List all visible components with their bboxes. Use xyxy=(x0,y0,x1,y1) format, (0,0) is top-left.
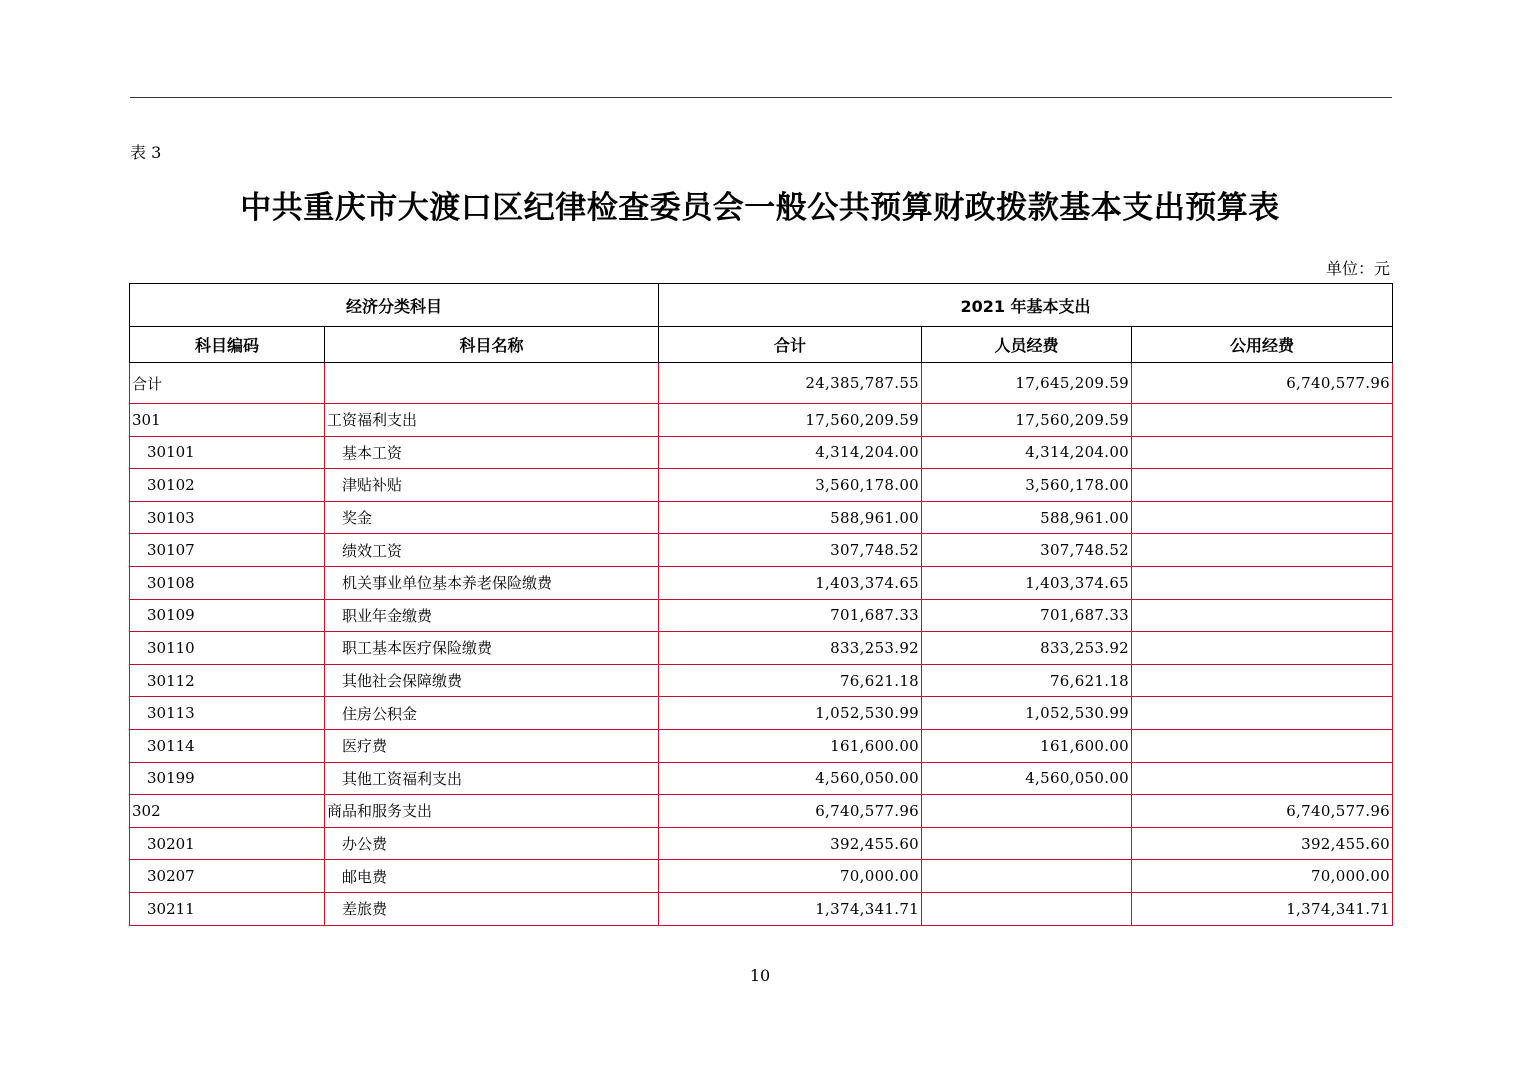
cell-total: 307,748.52 xyxy=(659,534,922,567)
cell-code: 30103 xyxy=(130,501,325,534)
cell-total: 701,687.33 xyxy=(659,599,922,632)
cell-personnel: 3,560,178.00 xyxy=(922,469,1132,502)
table-row xyxy=(130,436,1393,469)
table-row xyxy=(130,729,1393,762)
cell-personnel: 4,560,050.00 xyxy=(922,762,1132,795)
table-row xyxy=(130,697,1393,730)
cell-name: 办公费 xyxy=(325,827,659,860)
column-header-total: 合计 xyxy=(659,327,922,363)
cell-public xyxy=(1132,566,1393,599)
cell-personnel: 17,560,209.59 xyxy=(922,404,1132,437)
cell-total: 4,314,204.00 xyxy=(659,436,922,469)
cell-public xyxy=(1132,599,1393,632)
cell-public xyxy=(1132,664,1393,697)
cell-total: 392,455.60 xyxy=(659,827,922,860)
table-row xyxy=(130,566,1393,599)
table-row xyxy=(130,632,1393,665)
cell-public xyxy=(1132,501,1393,534)
cell-code: 30113 xyxy=(130,697,325,730)
cell-total: 161,600.00 xyxy=(659,729,922,762)
cell-name: 职工基本医疗保险缴费 xyxy=(325,632,659,665)
page-title: 中共重庆市大渡口区纪律检查委员会一般公共预算财政拨款基本支出预算表 xyxy=(240,190,1280,226)
cell-name: 邮电费 xyxy=(325,860,659,893)
table-row xyxy=(130,860,1393,893)
cell-code: 30101 xyxy=(130,436,325,469)
cell-name: 机关事业单位基本养老保险缴费 xyxy=(325,566,659,599)
cell-total: 4,560,050.00 xyxy=(659,762,922,795)
column-header-name: 科目名称 xyxy=(325,327,659,363)
cell-personnel xyxy=(922,795,1132,828)
cell-personnel xyxy=(922,860,1132,893)
table-row xyxy=(130,892,1393,925)
cell-code: 30199 xyxy=(130,762,325,795)
cell-public xyxy=(1132,762,1393,795)
cell-personnel: 1,052,530.99 xyxy=(922,697,1132,730)
cell-name: 基本工资 xyxy=(325,436,659,469)
table-row xyxy=(130,795,1393,828)
cell-code: 302 xyxy=(130,795,325,828)
cell-code: 30110 xyxy=(130,632,325,665)
cell-personnel: 588,961.00 xyxy=(922,501,1132,534)
header-rule xyxy=(130,97,1392,98)
cell-name: 住房公积金 xyxy=(325,697,659,730)
cell-code: 30107 xyxy=(130,534,325,567)
cell-total: 588,961.00 xyxy=(659,501,922,534)
cell-public xyxy=(1132,534,1393,567)
page-number: 10 xyxy=(749,966,771,985)
column-header-code: 科目编码 xyxy=(130,327,325,363)
cell-name: 绩效工资 xyxy=(325,534,659,567)
cell-code: 30112 xyxy=(130,664,325,697)
cell-personnel xyxy=(922,827,1132,860)
cell-public xyxy=(1132,729,1393,762)
cell-total: 6,740,577.96 xyxy=(659,795,922,828)
cell-personnel: 307,748.52 xyxy=(922,534,1132,567)
cell-public: 1,374,341.71 xyxy=(1132,892,1393,925)
cell-total: 17,560,209.59 xyxy=(659,404,922,437)
cell-code: 30207 xyxy=(130,860,325,893)
budget-table xyxy=(129,283,1393,926)
cell-total: 76,621.18 xyxy=(659,664,922,697)
cell-total: 1,052,530.99 xyxy=(659,697,922,730)
cell-name: 奖金 xyxy=(325,501,659,534)
cell-name: 津贴补贴 xyxy=(325,469,659,502)
cell-public xyxy=(1132,469,1393,502)
cell-personnel: 701,687.33 xyxy=(922,599,1132,632)
table-row xyxy=(130,534,1393,567)
cell-total: 833,253.92 xyxy=(659,632,922,665)
table-row xyxy=(130,762,1393,795)
cell-name: 职业年金缴费 xyxy=(325,599,659,632)
table-row xyxy=(130,404,1393,437)
cell-personnel: 4,314,204.00 xyxy=(922,436,1132,469)
cell-code: 301 xyxy=(130,404,325,437)
cell-public xyxy=(1132,697,1393,730)
cell-total: 1,374,341.71 xyxy=(659,892,922,925)
cell-code: 30109 xyxy=(130,599,325,632)
column-header-personnel: 人员经费 xyxy=(922,327,1132,363)
cell-personnel: 833,253.92 xyxy=(922,632,1132,665)
header-basic-expenditure: 2021 年基本支出 xyxy=(659,284,1393,327)
cell-public xyxy=(1132,436,1393,469)
unit-label: 单位：元 xyxy=(1325,259,1390,278)
table-row xyxy=(130,664,1393,697)
cell-personnel xyxy=(922,892,1132,925)
cell-public: 6,740,577.96 xyxy=(1132,363,1393,404)
cell-public: 6,740,577.96 xyxy=(1132,795,1393,828)
cell-public xyxy=(1132,632,1393,665)
cell-name: 医疗费 xyxy=(325,729,659,762)
table-row xyxy=(130,469,1393,502)
cell-total: 3,560,178.00 xyxy=(659,469,922,502)
cell-name: 商品和服务支出 xyxy=(325,795,659,828)
cell-code: 30211 xyxy=(130,892,325,925)
cell-name: 工资福利支出 xyxy=(325,404,659,437)
cell-name: 其他工资福利支出 xyxy=(325,762,659,795)
cell-personnel: 161,600.00 xyxy=(922,729,1132,762)
cell-total: 1,403,374.65 xyxy=(659,566,922,599)
cell-total: 70,000.00 xyxy=(659,860,922,893)
table-row xyxy=(130,599,1393,632)
table-row xyxy=(130,363,1393,404)
column-header-public: 公用经费 xyxy=(1132,327,1393,363)
cell-personnel: 1,403,374.65 xyxy=(922,566,1132,599)
cell-total: 24,385,787.55 xyxy=(659,363,922,404)
table-row xyxy=(130,501,1393,534)
cell-personnel: 76,621.18 xyxy=(922,664,1132,697)
cell-name: 差旅费 xyxy=(325,892,659,925)
table-label: 表 3 xyxy=(130,143,162,162)
table-row xyxy=(130,827,1393,860)
cell-public xyxy=(1132,404,1393,437)
header-economic-classification: 经济分类科目 xyxy=(130,284,659,327)
table-body xyxy=(130,363,1393,926)
cell-name xyxy=(325,363,659,404)
cell-code: 30108 xyxy=(130,566,325,599)
cell-code: 30114 xyxy=(130,729,325,762)
cell-public: 392,455.60 xyxy=(1132,827,1393,860)
cell-code: 合计 xyxy=(130,363,325,404)
cell-code: 30201 xyxy=(130,827,325,860)
cell-personnel: 17,645,209.59 xyxy=(922,363,1132,404)
cell-public: 70,000.00 xyxy=(1132,860,1393,893)
cell-code: 30102 xyxy=(130,469,325,502)
cell-name: 其他社会保障缴费 xyxy=(325,664,659,697)
